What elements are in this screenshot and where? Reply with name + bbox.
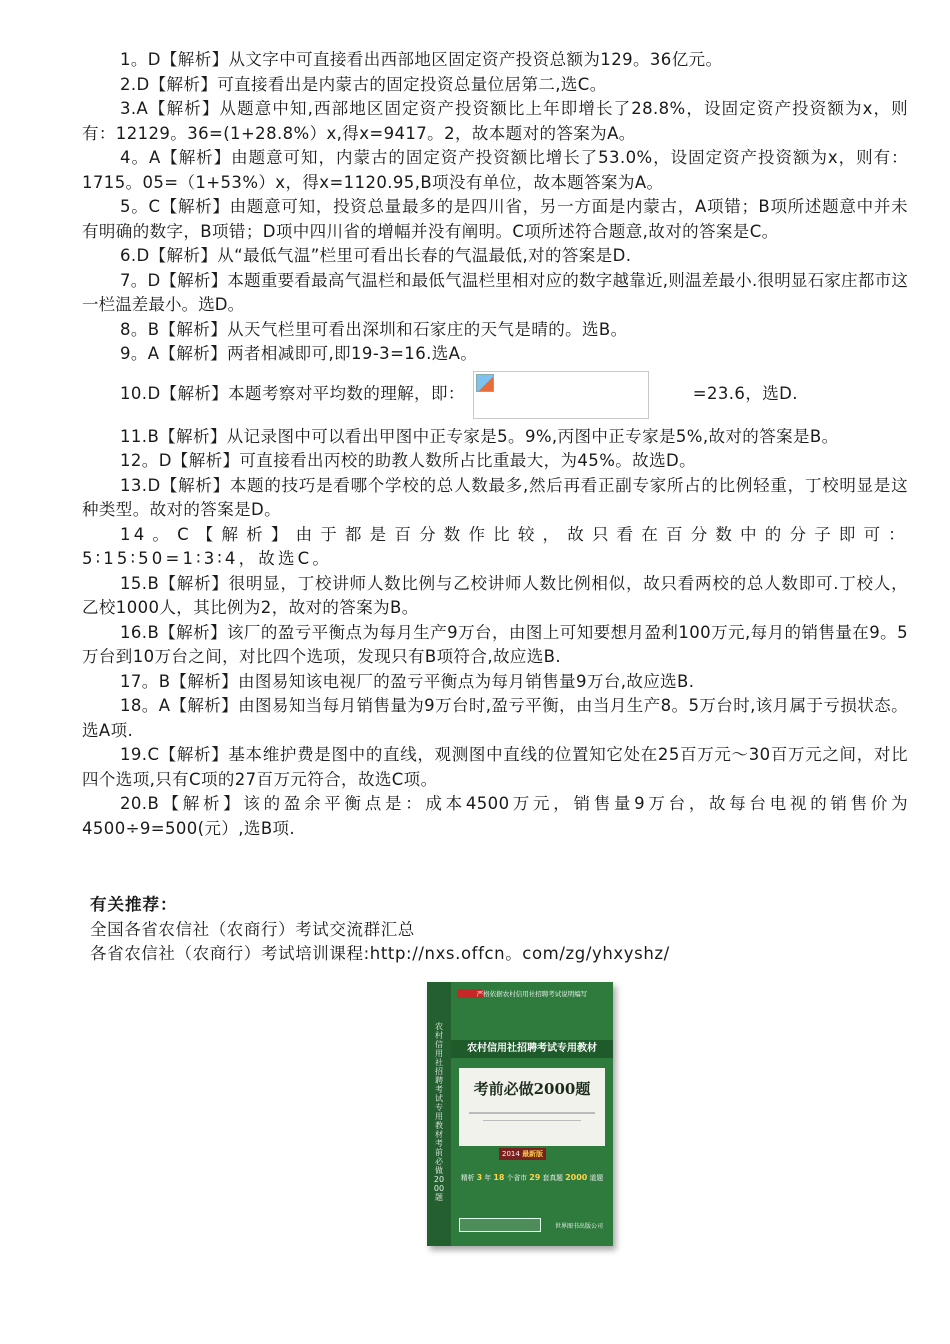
answer-12: 12。D【解析】可直接看出丙校的助教人数所占比重最大，为45%。故选D。 [120,451,696,470]
answer-6: 6.D【解析】从“最低气温”栏里可看出长春的气温最低,对的答案是D. [120,246,632,265]
book-cover-image [427,982,613,1246]
answer-1: 1。D【解析】从文字中可直接看出西部地区固定资产投资总额为129。36亿元。 [120,50,723,69]
answer-9: 9。A【解析】两者相减即可,即19-3=16.选A。 [120,344,478,363]
book-top-text: 严格依据农村信用社招聘考试说明编写 [476,990,588,998]
answer-10 [82,371,908,419]
book-band: 农村信用社招聘考试专用教材 [451,1040,613,1058]
answer-18: 18。A【解析】由图易知当每月销售量为9万台时,盈亏平衡，由当月生产8。5万台时,该月属于亏损状态。选A项. [82,696,908,740]
foot-text: 道题 [589,1174,604,1182]
book-spine-text: 农村信用社招聘考试专用教材考前必做2000题 [433,1022,445,1202]
answer-19: 19.C【解析】基本维护费是图中的直线，观测图中直线的位置知它处在25百万元～30百万元之间，对比四个选项,只有C项的27百万元符合，故选C项。 [82,745,908,789]
answer-13: 13.D【解析】本题的技巧是看哪个学校的总人数最多,然后再看正副专家所占的比例轻重，丁校明显是这种类型。故对的答案是D。 [82,475,908,519]
book-sticker [459,1218,541,1232]
answer-15: 15.B【解析】很明显，丁校讲师人数比例与乙校讲师人数比例相似，故只看两校的总人数即可.丁校人，乙校1000人，其比例为2，故对的答案为B。 [82,573,908,617]
answer-8: 8。B【解析】从天气栏里可看出深圳和石家庄的天气是晴的。选B。 [120,319,628,339]
formula-image [473,371,649,419]
recommend-link-course[interactable]: 各省农信社（农商行）考试培训课程:http://nxs.offcn。com/zg/yhxyshz/ [90,944,670,963]
book-edition: 最新版 [522,1150,544,1158]
panel-divider [483,1120,581,1121]
foot-num: 18 [493,1173,505,1182]
foot-num: 2000 [565,1173,588,1182]
recommend-section [88,893,670,967]
recommend-title: 有关推荐： [90,895,178,914]
book-spine [427,982,451,1246]
book-publisher: 世界图书出版公司 [554,1223,603,1230]
broken-image-icon [476,374,494,392]
foot-text: 年 [484,1174,492,1182]
recommend-link-groups[interactable]: 全国各省农信社（农商行）考试交流群汇总 [90,919,415,939]
book-footer [459,1172,605,1182]
answer-16: 16.B【解析】该厂的盈亏平衡点为每月生产9万台，由图上可知要想月盈利100万元,每月的销售量在9。5万台到10万台之间，对比四个选项，发现只有B项符合,故应选B. [82,622,908,666]
answer-17: 17。B【解析】由图易知该电视厂的盈亏平衡点为每月销售量9万台,故应选B. [120,671,695,691]
foot-text: 套真题 [542,1174,563,1182]
panel-divider [469,1112,595,1114]
foot-num: 29 [529,1173,541,1182]
answer-20: 20.B【解析】该的盈余平衡点是：成本4500万元，销售量9万台，故每台电视的销售价为4500÷9=500(元）,选B项. [82,794,908,838]
book-title-panel [459,1068,605,1146]
answer-14: 14。C【解析】由于都是百分数作比较，故只看在百分数中的分子即可：5∶15∶50=1∶3∶4，故选C。 [82,524,908,568]
foot-text: 精析 [460,1174,475,1182]
book-title: 考前必做2000题 [473,1080,591,1098]
book-year-badge [499,1148,546,1160]
answer-3: 3.A【解析】从题意中知,西部地区固定资产投资额比上年即增长了28.8%，设固定资产投资额为x，则有：12129。36=(1+28.8%）x,得x=9417。2，故本题对的答案为A。 [82,99,908,143]
answer-10-prefix: 10.D【解析】本题考察对平均数的理解，即： [120,384,465,404]
foot-num: 3 [476,1173,483,1182]
answer-list [82,48,908,841]
book-year: 2014 [502,1150,520,1158]
foot-text: 个省市 [506,1174,528,1182]
answer-7: 7。D【解析】本题重要看最高气温栏和最低气温栏里相对应的数字越靠近,则温差最小.很明显石家庄都市这一栏温差最小。选D。 [82,270,908,314]
answer-10-suffix: =23.6，选D. [692,384,798,404]
answer-4: 4。A【解析】由题意可知，内蒙古的固定资产投资额比增长了53.0%，设固定资产投资额为x，则有：1715。05=（1+53%）x，得x=1120.95,B项没有单位，故本题答案为A。 [82,148,908,192]
answer-5: 5。C【解析】由题意可知，投资总量最多的是四川省，另一方面是内蒙古，A项错；B项所述题意中并未有明确的数字，B项错；D项中四川省的增幅并没有阐明。C项所述符合题意,故对的答案是C。 [82,197,908,241]
answer-11: 11.B【解析】从记录图中可以看出甲图中正专家是5。9%,丙图中正专家是5%,故对的答案是B。 [120,426,839,446]
answer-2: 2.D【解析】可直接看出是内蒙古的固定投资总量位居第二,选C。 [120,74,607,94]
